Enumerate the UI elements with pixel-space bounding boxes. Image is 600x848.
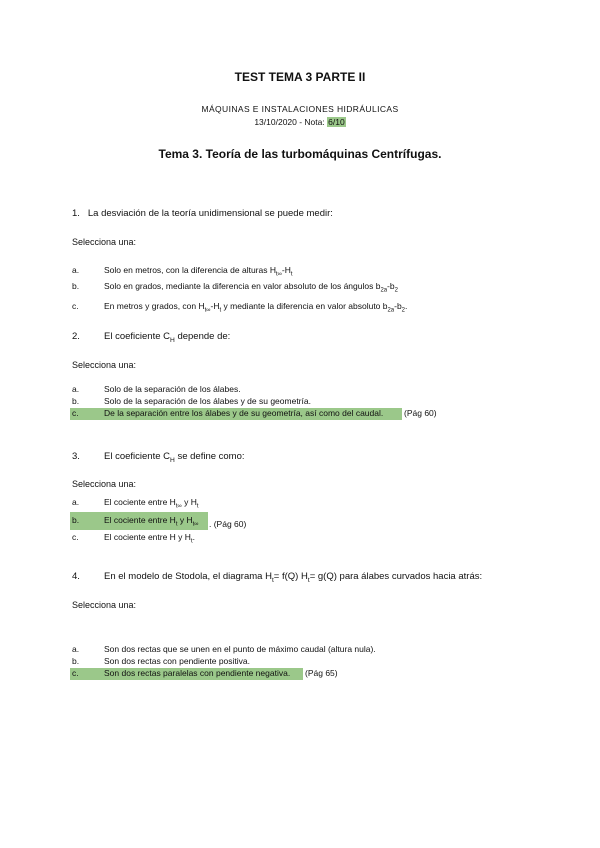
- question-text: El coeficiente $C_H$ depende de:: [104, 331, 231, 344]
- grade-badge: 6/10: [328, 117, 345, 127]
- option-text: Solo en grados, mediante la diferencia en valor absoluto de los ángulos $b_{2a}-b_2$: [104, 281, 398, 294]
- option-letter: a.: [72, 644, 80, 654]
- option-2c[interactable]: [0, 408, 600, 420]
- option-3a[interactable]: [0, 497, 600, 511]
- option-letter: b.: [72, 515, 80, 525]
- option-letter: c.: [72, 301, 79, 311]
- option-text: El cociente entre $H_t$ y $H_{t\infty}$: [104, 515, 199, 528]
- question-text: El coeficiente $C_H$ se define como:: [104, 451, 245, 464]
- question-2: [0, 331, 600, 345]
- option-letter: b.: [72, 281, 80, 291]
- option-2b[interactable]: [0, 396, 600, 408]
- date-and-grade: [0, 117, 600, 127]
- option-text: Solo de la separación de los álabes y de su geometría.: [104, 396, 311, 406]
- option-letter: c.: [72, 668, 79, 678]
- question-number: 4.: [72, 571, 80, 582]
- option-4c[interactable]: [0, 668, 600, 680]
- option-3b[interactable]: [0, 512, 600, 530]
- option-1c[interactable]: [0, 301, 600, 315]
- question-text: En el modelo de Stodola, el diagrama $H_t= f(Q)$ $H_t= g(Q)$ para álabes curvados hacia atrás:: [104, 571, 483, 584]
- option-4a[interactable]: [0, 644, 600, 656]
- option-2a[interactable]: [0, 384, 600, 396]
- select-label: Selecciona una:: [72, 360, 137, 370]
- page-reference: (Pág 65): [305, 668, 338, 678]
- option-text: De la separación entre los álabes y de su geometría, así como del caudal.: [104, 408, 384, 418]
- question-number: 3.: [72, 451, 80, 462]
- question-number: 2.: [72, 331, 80, 342]
- option-letter: c.: [72, 408, 79, 418]
- option-letter: b.: [72, 656, 80, 666]
- option-letter: b.: [72, 396, 80, 406]
- option-1b[interactable]: [0, 281, 600, 295]
- select-label: Selecciona una:: [72, 479, 137, 489]
- question-number: 1.: [72, 208, 80, 219]
- document-title: TEST TEMA 3 PARTE II: [234, 70, 366, 84]
- option-text: Solo en metros, con la diferencia de alturas $H_{t\infty}-H_t$: [104, 265, 293, 278]
- option-3c[interactable]: [0, 532, 600, 546]
- subject-name: MÁQUINAS E INSTALACIONES HIDRÁULICAS: [201, 104, 399, 114]
- topic-heading: Tema 3. Teoría de las turbomáquinas Centrífugas.: [158, 147, 442, 161]
- option-letter: a.: [72, 497, 80, 507]
- select-label: Selecciona una:: [72, 237, 137, 247]
- option-letter: c.: [72, 532, 79, 542]
- option-text: El cociente entre H y $H_t$.: [104, 532, 195, 545]
- date-prefix: 13/10/2020 - Nota:: [254, 117, 325, 127]
- option-letter: a.: [72, 384, 80, 394]
- question-3: [0, 451, 600, 465]
- question-text: La desviación de la teoría unidimensional se puede medir:: [87, 208, 333, 219]
- question-4: [0, 571, 600, 585]
- page-reference: (Pág 60): [404, 408, 437, 418]
- option-letter: a.: [72, 265, 80, 275]
- question-1: [72, 208, 333, 219]
- page-reference: . (Pág 60): [209, 519, 247, 529]
- option-text: Son dos rectas paralelas con pendiente negativa.: [104, 668, 291, 678]
- option-text: El cociente entre $H_{t\infty}$ y $H_t$: [104, 497, 199, 510]
- option-text: En metros y grados, con $H_{t\infty}-H_t$ y mediante la diferencia en valor absoluto $b_{2a}-b_2$.: [104, 301, 408, 314]
- option-1a[interactable]: [0, 265, 600, 279]
- option-4b[interactable]: [0, 656, 600, 668]
- option-text: Son dos rectas que se unen en el punto de máximo caudal (altura nula).: [104, 644, 376, 654]
- option-text: Solo de la separación de los álabes.: [104, 384, 241, 394]
- select-label: Selecciona una:: [72, 600, 137, 610]
- option-text: Son dos rectas con pendiente positiva.: [104, 656, 251, 666]
